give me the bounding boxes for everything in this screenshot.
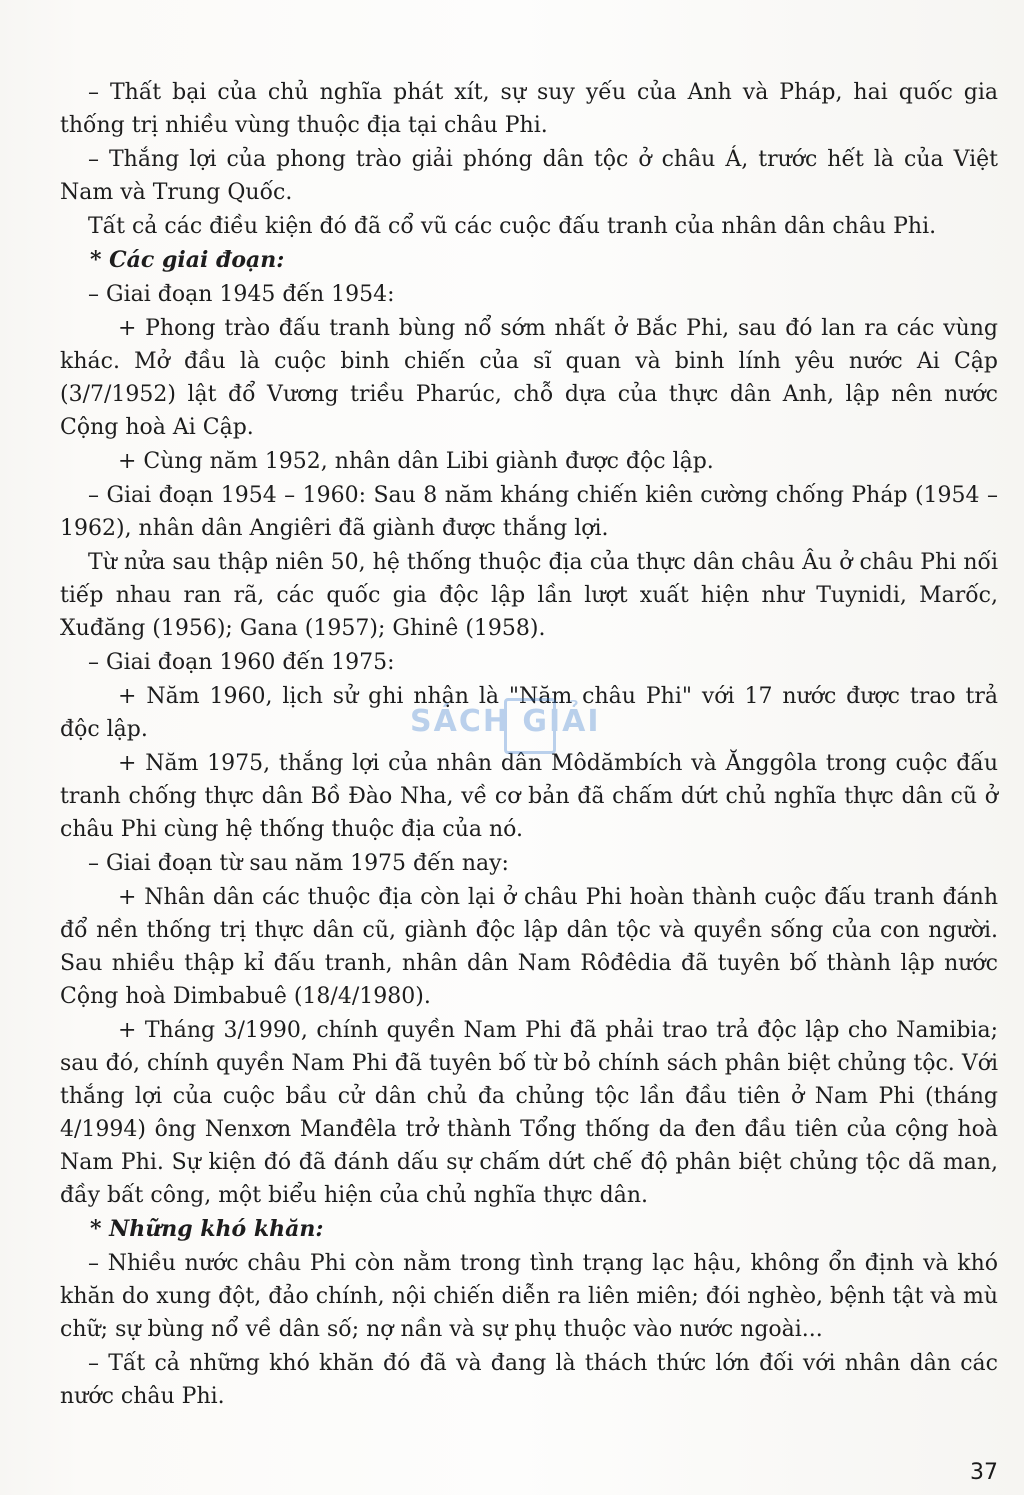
paragraph-stage-1954-1960: – Giai đoạn 1954 – 1960: Sau 8 năm kháng chiến kiên cường chống Pháp (1954 – 1962), nhân dân Angiêri đã giành được thắng lợi.	[60, 483, 998, 541]
heading-difficulties: * Những khó khăn:	[90, 1216, 324, 1242]
paragraph-colonial-collapse: Từ nửa sau thập niên 50, hệ thống thuộc địa của thực dân châu Âu ở châu Phi nối tiếp nhau ran rã, các quốc gia độc lập lần lượt xuất hiện như Tuynidi, Marốc, Xuđăng (1956); Gana (1957); Ghinê (1958).	[60, 550, 998, 641]
page-number: 37	[970, 1460, 998, 1485]
watermark-text: SÁCH GIẢI	[410, 704, 601, 739]
paragraph-asia-victory: – Thắng lợi của phong trào giải phóng dân tộc ở châu Á, trước hết là của Việt Nam và Trung Quốc.	[60, 147, 998, 205]
page-content	[60, 76, 998, 1414]
paragraph-stage-1945-1954: – Giai đoạn 1945 đến 1954:	[88, 282, 395, 307]
paragraph-stage-after-1975: – Giai đoạn từ sau năm 1975 đến nay:	[88, 851, 509, 876]
paragraph-difficulties-list: – Nhiều nước châu Phi còn nằm trong tình trạng lạc hậu, không ổn định và khó khăn do xung đột, đảo chính, nội chiến diễn ra liên miên; đói nghèo, bệnh tật và mù chữ; sự bùng nổ về dân số; nợ nần và sự phụ thuộc vào nước ngoài...	[60, 1251, 998, 1342]
paragraph-namibia-south-africa: + Tháng 3/1990, chính quyền Nam Phi đã phải trao trả độc lập cho Namibia; sau đó, chính quyền Nam Phi đã tuyên bố từ bỏ chính sách phân biệt chủng tộc. Với thắng lợi của cuộc bầu cử dân chủ đa chủng tộc lần đầu tiên ở Nam Phi (tháng 4/1994) ông Nenxơn Manđêla trở thành Tổng thống da đen đầu tiên của cộng hoà Nam Phi. Sự kiện đó đã đánh dấu sự chấm dứt chế độ phân biệt chủng tộc dã man, đầy bất công, một biểu hiện của chủ nghĩa thực dân.	[60, 1018, 998, 1208]
paragraph-stage-1960-1975: – Giai đoạn 1960 đến 1975:	[88, 650, 395, 675]
paragraph-zimbabwe: + Nhân dân các thuộc địa còn lại ở châu Phi hoàn thành cuộc đấu tranh đánh đổ nền thống trị thực dân cũ, giành độc lập dân tộc và quyền sống của con người. Sau nhiều thập kỉ đấu tranh, nhân dân Nam Rôđêdia đã tuyên bố thành lập nước Cộng hoà Dimbabuê (18/4/1980).	[60, 885, 998, 1009]
paragraph-libya-1952: + Cùng năm 1952, nhân dân Libi giành được độc lập.	[118, 449, 714, 474]
paragraph-mozambique-angola: + Năm 1975, thắng lợi của nhân dân Môdămbích và Ănggôla trong cuộc đấu tranh chống thực dân Bồ Đào Nha, về cơ bản đã chấm dứt chủ nghĩa thực dân cũ ở châu Phi cùng hệ thống thuộc địa của nó.	[60, 751, 998, 842]
heading-stages: * Các giai đoạn:	[90, 247, 285, 273]
paragraph-conditions-summary: Tất cả các điều kiện đó đã cổ vũ các cuộc đấu tranh của nhân dân châu Phi.	[88, 214, 937, 239]
paragraph-challenges: – Tất cả những khó khăn đó đã và đang là thách thức lớn đối với nhân dân các nước châu Phi.	[60, 1351, 998, 1409]
paragraph-defeat-fascism: – Thất bại của chủ nghĩa phát xít, sự suy yếu của Anh và Pháp, hai quốc gia thống trị nhiều vùng thuộc địa tại châu Phi.	[60, 80, 998, 138]
paragraph-north-africa-movement: + Phong trào đấu tranh bùng nổ sớm nhất ở Bắc Phi, sau đó lan ra các vùng khác. Mở đầu là cuộc binh chiến của sĩ quan và binh lính yêu nước Ai Cập (3/7/1952) lật đổ Vương triều Pharúc, chỗ dựa của thực dân Anh, lập nên nước Cộng hoà Ai Cập.	[60, 316, 998, 440]
paragraph-year-of-africa: + Năm 1960, lịch sử ghi nhận là "Năm châu Phi" với 17 nước được trao trả độc lập.	[60, 684, 998, 742]
